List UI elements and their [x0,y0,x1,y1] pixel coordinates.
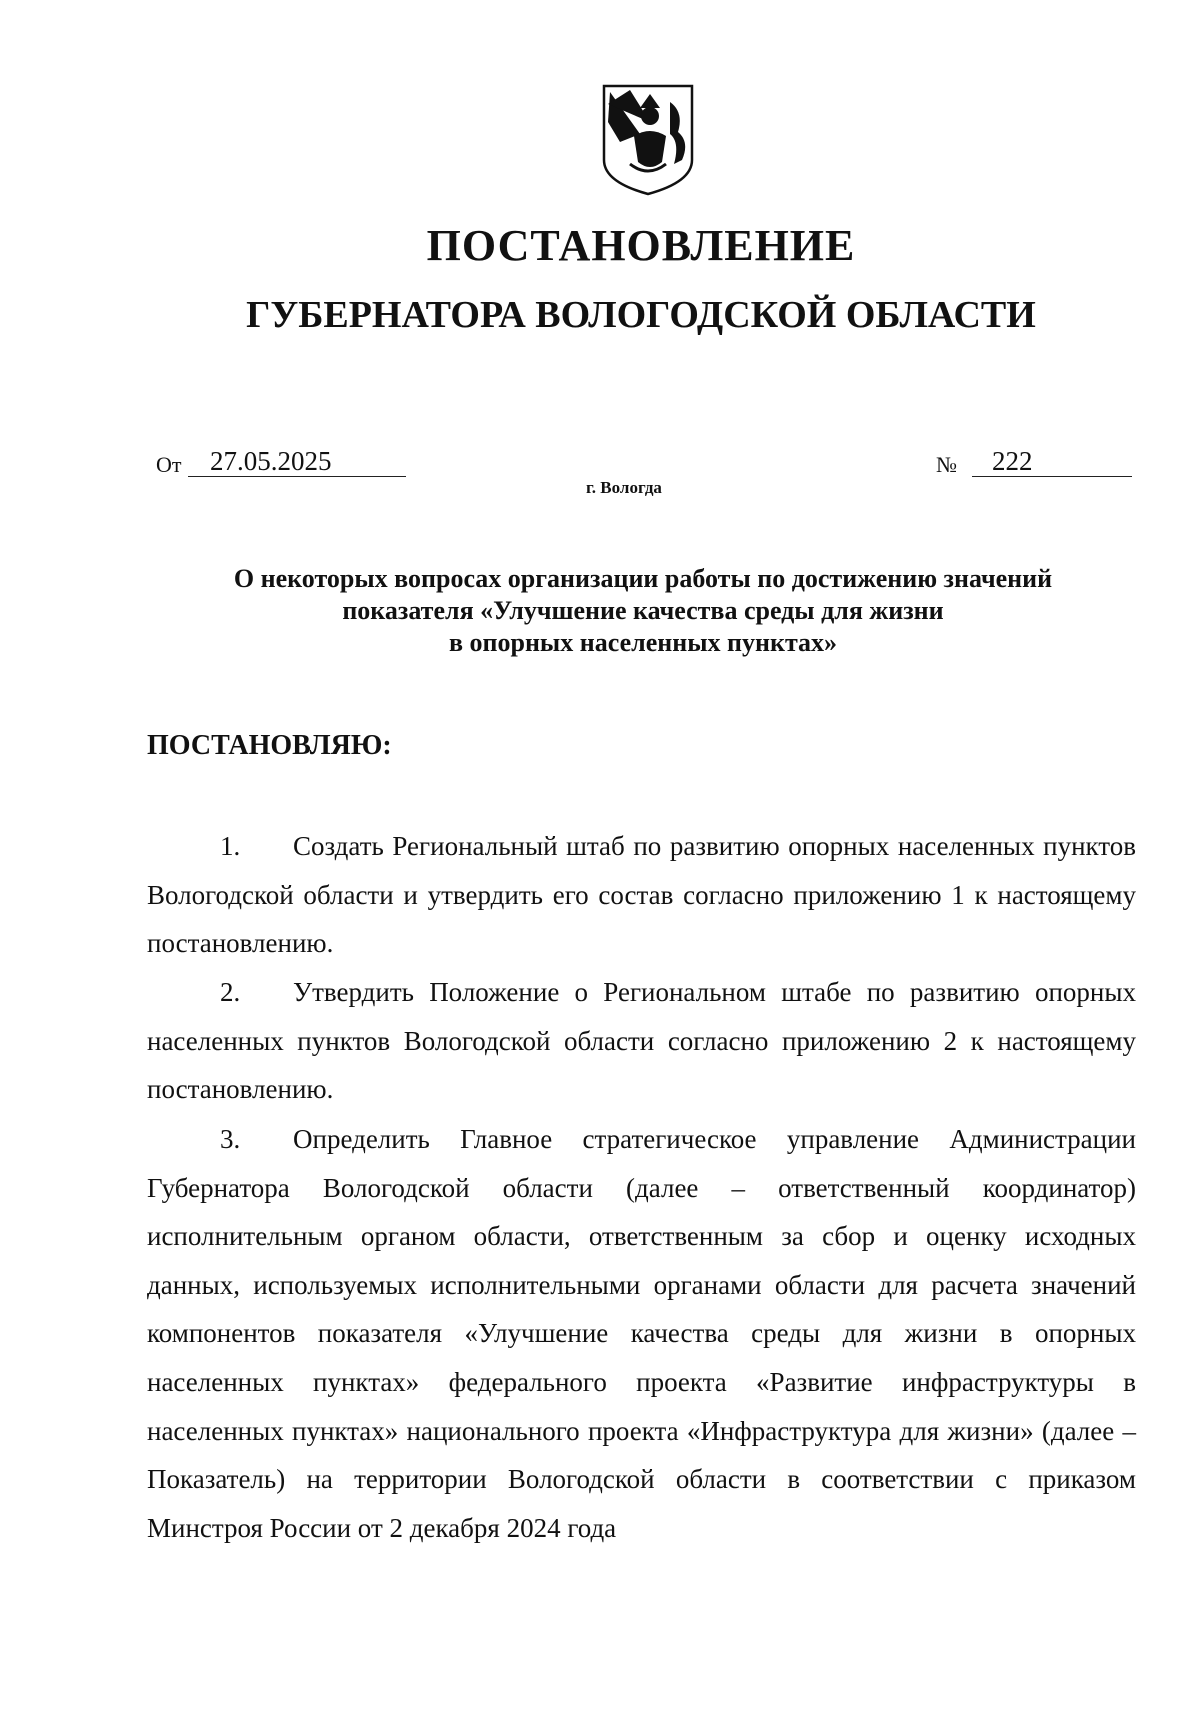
paragraph-text: Создать Региональный штаб по развитию опорных населенных пунктов Вологодской области и утвердить его состав согласно приложению 1 к настоящему постановлению. [147,831,1136,959]
date-value: 27.05.2025 [210,446,332,476]
paragraph-3 [147,1115,1136,1552]
paragraph-text: Определить Главное стратегическое управление Администрации Губернатора Вологодской области (далее – ответственный координатор) исполнительным органом области, ответственным за сбор и оценку исходных данных, используемых исполнительными органами области для расчета значений компонентов показателя «Улучшение качества среды для жизни в опорных населенных пунктах» федерального проекта «Развитие инфраструктуры в населенных пунктах» национального проекта «Инфраструктура для жизни» (далее – Показатель) на территории Вологодской области в соответствии с приказом Минстроя России от 2 декабря 2024 года [147,1124,1136,1543]
paragraph-2 [147,968,1136,1114]
paragraph-number: 3. [220,1124,241,1154]
subject-line: О некоторых вопросах организации работы по достижению значений [233,564,1053,593]
subject-line: показателя «Улучшение качества среды для жизни [342,596,944,625]
subject-line: в опорных населенных пунктах» [448,628,838,657]
page-subtitle: ГУБЕРНАТОРА ВОЛОГОДСКОЙ ОБЛАСТИ [246,294,1036,336]
coat-of-arms-icon [600,82,696,198]
paragraph-1 [147,822,1136,968]
number-value: 222 [992,446,1033,476]
page-title: ПОСТАНОВЛЕНИЕ [426,221,856,270]
date-label: От [156,452,182,477]
number-field [972,446,1132,477]
document-subject [150,563,1136,659]
city-label: г. Вологда [586,478,662,497]
paragraph-number: 2. [220,977,241,1007]
date-field [188,446,406,477]
decree-heading: ПОСТАНОВЛЯЮ: [147,730,392,761]
number-label: № [936,452,957,477]
paragraph-text: Утвердить Положение о Региональном штабе по развитию опорных населенных пунктов Вологодской области согласно приложению 2 к настоящему постановлению. [147,977,1136,1105]
paragraph-number: 1. [220,831,241,861]
